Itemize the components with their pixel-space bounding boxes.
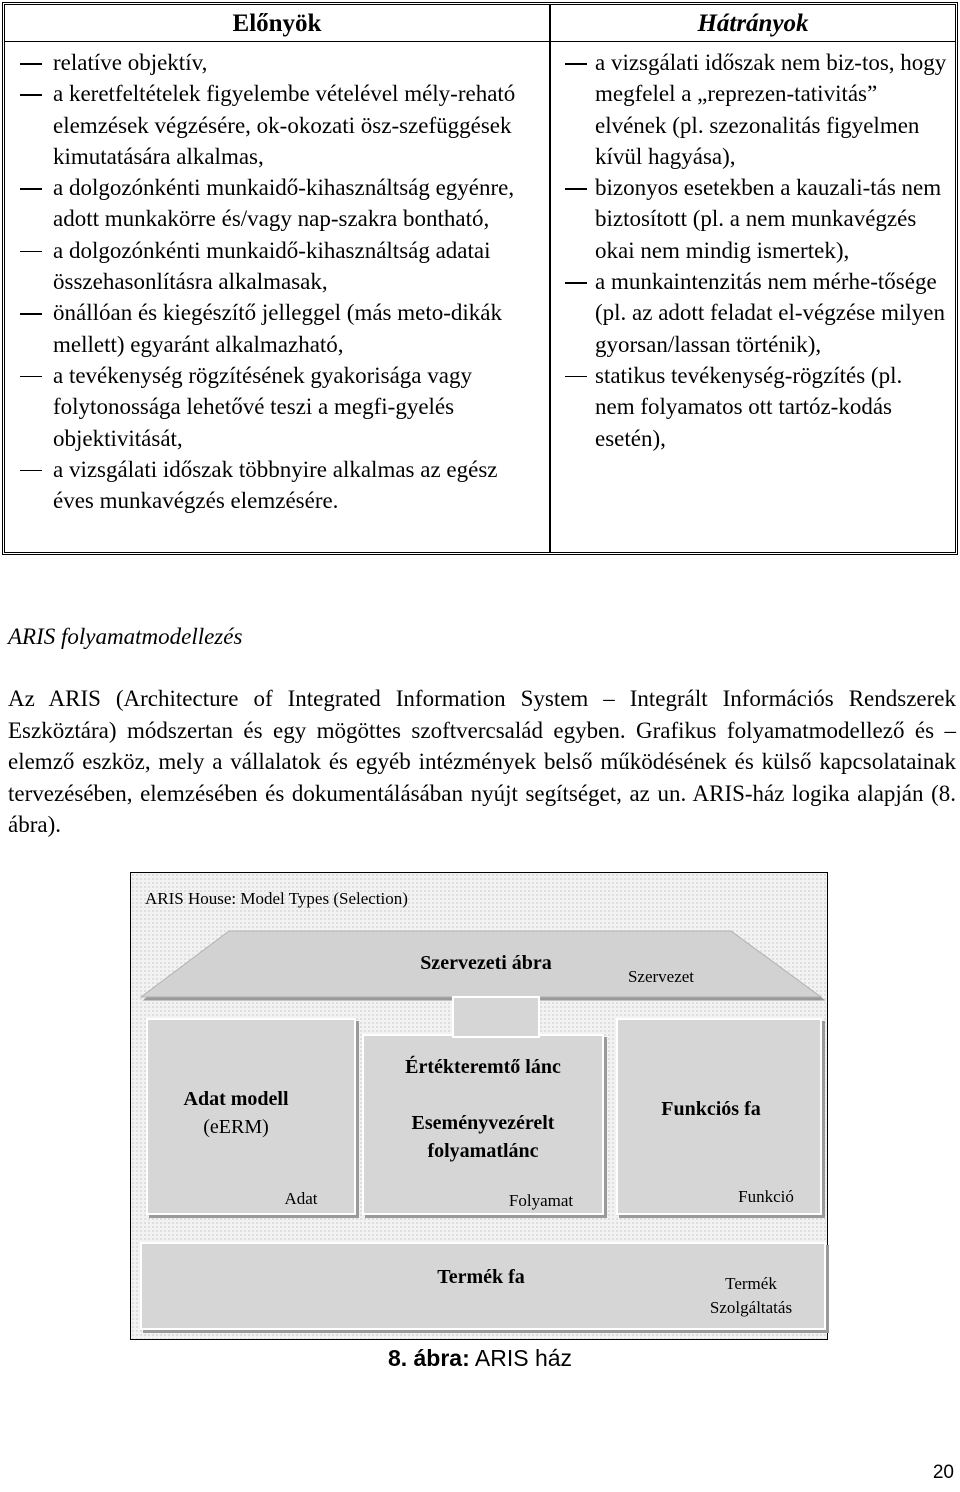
advantage-item: a tevékenység rögzítésének gyakorisága vagy folytonossága lehetővé teszi a megfi-gyelés objektivitását, bbox=[53, 360, 543, 454]
base-main-label: Termék fa bbox=[437, 1266, 525, 1288]
base-sub-label-2: Szolgáltatás bbox=[709, 1298, 793, 1317]
center-main-label-1: Értékteremtő lánc bbox=[405, 1056, 561, 1078]
section-heading: ARIS folyamatmodellezés bbox=[8, 624, 243, 649]
left-sub-label: Adat bbox=[284, 1189, 318, 1208]
roof-sub-label: Szervezet bbox=[627, 967, 695, 986]
disadvantages-column bbox=[551, 42, 955, 552]
center-sub-label: Folyamat bbox=[508, 1191, 574, 1210]
right-sub-label: Funkció bbox=[738, 1187, 794, 1206]
disadvantages-list bbox=[551, 42, 955, 454]
base-sub-label-1: Termék bbox=[725, 1274, 777, 1293]
body-paragraph: Az ARIS (Architecture of Integrated Information System – Integrált Információs Rendszerek Eszköztára) módszertan és egy mögöttes szoftvercsalád egyben. Grafikus folyamatmodellező és –elemző eszköz, mely a vállalatok és egyéb intézmények belső működésének és külső kapcsolatainak tervezésében, elemzésében és dokumentálásában nyújt segítséget, az un. ARIS-ház logika alapján (8. ábra). bbox=[8, 686, 956, 838]
figure-title: ARIS House: Model Types (Selection) bbox=[145, 889, 408, 908]
advantage-item: a keretfeltételek figyelembe vételével mély-reható elemzések végzésére, ok-okozati ösz-szefüggések kimutatására alkalmas, bbox=[53, 78, 543, 172]
right-main-label: Funkciós fa bbox=[661, 1098, 761, 1120]
disadvantage-item: bizonyos esetekben a kauzali-tás nem biztosított (pl. a nem munkavégzés okai nem mindig ismertek), bbox=[595, 172, 947, 266]
aris-house-figure bbox=[130, 872, 828, 1340]
roof-main-label: Szervezeti ábra bbox=[420, 952, 552, 974]
left-main-label-1: Adat modell bbox=[183, 1088, 289, 1110]
figure-caption-text: ARIS ház bbox=[469, 1345, 573, 1371]
disadvantage-item: statikus tevékenység-rögzítés (pl. nem folyamatos ott tartóz-kodás esetén), bbox=[595, 360, 947, 454]
page-number: 20 bbox=[932, 1462, 954, 1483]
advantage-item: relatíve objektív, bbox=[53, 47, 543, 78]
figure-caption bbox=[0, 1345, 960, 1372]
center-main-label-3: folyamatlánc bbox=[427, 1140, 539, 1162]
advantage-item: önállóan és kiegészítő jelleggel (más meto-dikák mellett) egyaránt alkalmazható, bbox=[53, 297, 543, 360]
advantage-item: a dolgozónkénti munkaidő-kihasználtság egyénre, adott munkakörre és/vagy nap-szakra bontható, bbox=[53, 172, 543, 235]
figure-caption-label: 8. ábra: bbox=[387, 1345, 470, 1371]
advantage-item: a dolgozónkénti munkaidő-kihasználtság adatai összehasonlításra alkalmasak, bbox=[53, 235, 543, 298]
advantages-list bbox=[5, 42, 549, 516]
advantages-column bbox=[5, 42, 551, 552]
comparison-table bbox=[2, 2, 958, 555]
disadvantage-item: a vizsgálati időszak nem biz-tos, hogy megfelel a „reprezen-tativitás” elvének (pl. szezonalitás figyelmen kívül hagyása), bbox=[595, 47, 947, 172]
advantages-heading: Előnyök bbox=[5, 5, 551, 42]
advantage-item: a vizsgálati időszak többnyire alkalmas az egész éves munkavégzés elemzésére. bbox=[53, 454, 543, 517]
center-stem bbox=[453, 997, 539, 1037]
center-main-label-2: Eseményvezérelt bbox=[411, 1112, 555, 1134]
disadvantages-heading: Hátrányok bbox=[551, 5, 955, 42]
disadvantage-item: a munkaintenzitás nem mérhe-tősége (pl. az adott feladat el-végzése milyen gyorsan/lassan történik), bbox=[595, 266, 947, 360]
left-main-label-2: (eERM) bbox=[203, 1116, 269, 1138]
